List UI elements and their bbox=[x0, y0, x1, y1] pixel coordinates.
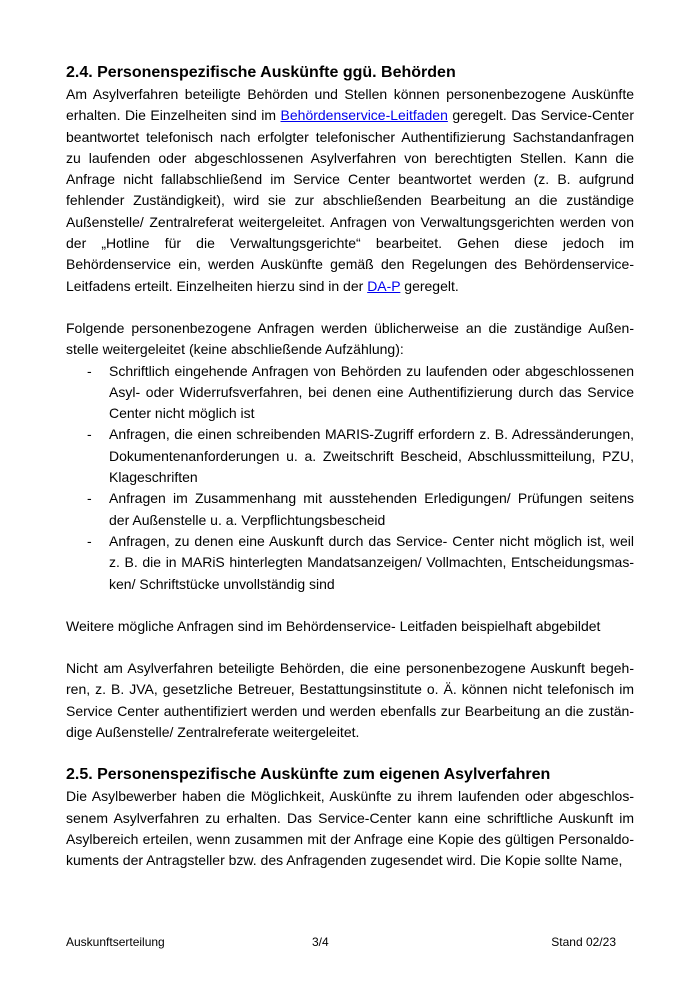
list-item-text: Anfragen, zu denen eine Auskunft durch das Service- Center nicht möglich ist, weil z. B. die in MARiS hinterlegten Mandatsanzeigen/ Vollmachten, Entscheidungsmasken/ Schriftstücke unvollständig sind bbox=[109, 532, 634, 592]
paragraph-spacer bbox=[66, 637, 634, 658]
section-heading-2-4: 2.4. Personenspezifische Auskünfte ggü. Behörden bbox=[66, 64, 456, 81]
text-segment: Am Asylverfahren beteiligte Behörden und Stellen können personenbezogene Auskünfte erhalten. Die Einzelheiten sind im bbox=[66, 86, 634, 124]
paragraph-authorities-intro bbox=[66, 84, 634, 297]
list-marker: - bbox=[87, 490, 92, 507]
page-footer bbox=[66, 933, 616, 951]
forwarded-requests-list bbox=[66, 361, 634, 595]
link-da-p[interactable]: DA-P bbox=[367, 277, 401, 294]
footer-document-title: Auskunftserteilung bbox=[66, 935, 165, 949]
paragraph-spacer bbox=[66, 297, 634, 318]
list-item bbox=[66, 531, 634, 595]
footer-page-number: 3/4 bbox=[312, 935, 329, 949]
paragraph-forwarded-requests: Folgende personenbezogene Anfragen werden üblicherweise an die zuständige Außenstelle weitergeleitet (keine abschließende Aufzählung): bbox=[66, 319, 634, 358]
link-behoerdenservice-leitfaden[interactable]: Behördenservice-Leitfaden bbox=[280, 107, 448, 124]
list-item bbox=[66, 488, 634, 531]
paragraph-further-requests: Weitere mögliche Anfragen sind im Behördenservice- Leitfaden beispielhaft abgebildet bbox=[66, 617, 601, 634]
section-heading-2-5: 2.5. Personenspezifische Auskünfte zum eigenen Asylverfahren bbox=[66, 766, 551, 784]
list-item-text: Schriftlich eingehende Anfragen von Behörden zu laufenden oder abgeschlossenen Asyl- oder Widerrufsverfahren, bei denen eine Authentifizierung durch das Service Center nicht möglich ist bbox=[109, 362, 634, 422]
list-item bbox=[66, 424, 634, 488]
footer-revision-date: Stand 02/23 bbox=[551, 935, 616, 949]
paragraph-own-proceedings: Die Asylbewerber haben die Möglichkeit, Auskünfte zu ihrem laufenden oder abgeschlossenem Asylverfahren zu erhalten. Das Service-Center kann eine schriftliche Auskunft im Asylbereich erteilen, wenn zusammen mit der Anfrage eine Kopie des gültigen Personaldokuments der Antragsteller bzw. des Anfragenden zugesendet wird. Die Kopie sollte Name, bbox=[66, 788, 634, 869]
text-segment: geregelt. Das Service-Center beantwortet telefonisch nach erfolgter telefonischer Authentifizierung Sachstandanfragen zu laufenden oder abgeschlossenen Asylverfahren von berechtigten Stellen. Kann die Anfrage nicht fallabschließend im Service Center beantwortet werden (z. B. aufgrund fehlender Zuständigkeit), wird sie zur abschließenden Bearbeitung an die zuständige Außenstelle/ Zentralreferat weitergeleitet. Anfragen von Verwaltungsgerichten werden von der „Hotline für die Verwaltungsgerichte“ bearbeitet. Gehen diese jedoch im Behördenservice ein, werden Auskünfte gemäß den Regelungen des Behördenservice-Leitfadens erteilt. Einzelheiten hierzu sind in der bbox=[66, 107, 634, 294]
paragraph-non-participating-authorities: Nicht am Asylverfahren beteiligte Behörden, die eine personenbezogene Auskunft begehren, z. B. JVA, gesetzliche Betreuer, Bestattungsinstitute o. Ä. können nicht telefonisch im Service Center authentifiziert werden und werden ebenfalls zur Bearbeitung an die zuständige Außenstelle/ Zentralreferate weitergeleitet. bbox=[66, 660, 634, 741]
text-segment: geregelt. bbox=[400, 277, 459, 294]
list-marker: - bbox=[87, 426, 92, 443]
page-content bbox=[66, 62, 634, 872]
list-marker: - bbox=[87, 532, 92, 549]
list-marker: - bbox=[87, 362, 92, 379]
paragraph-spacer bbox=[66, 743, 634, 764]
list-item-text: Anfragen, die einen schreibenden MARIS-Zugriff erfordern z. B. Adressänderungen, Dokumentenanforderungen u. a. Zweitschrift Bescheid, Abschlussmitteilung, PZU, Klageschriften bbox=[109, 426, 634, 486]
paragraph-spacer bbox=[66, 595, 634, 616]
list-item-text: Anfragen im Zusammenhang mit ausstehenden Erledigungen/ Prüfungen seitens der Außenstelle u. a. Verpflichtungsbescheid bbox=[109, 490, 634, 528]
list-item bbox=[66, 361, 634, 425]
